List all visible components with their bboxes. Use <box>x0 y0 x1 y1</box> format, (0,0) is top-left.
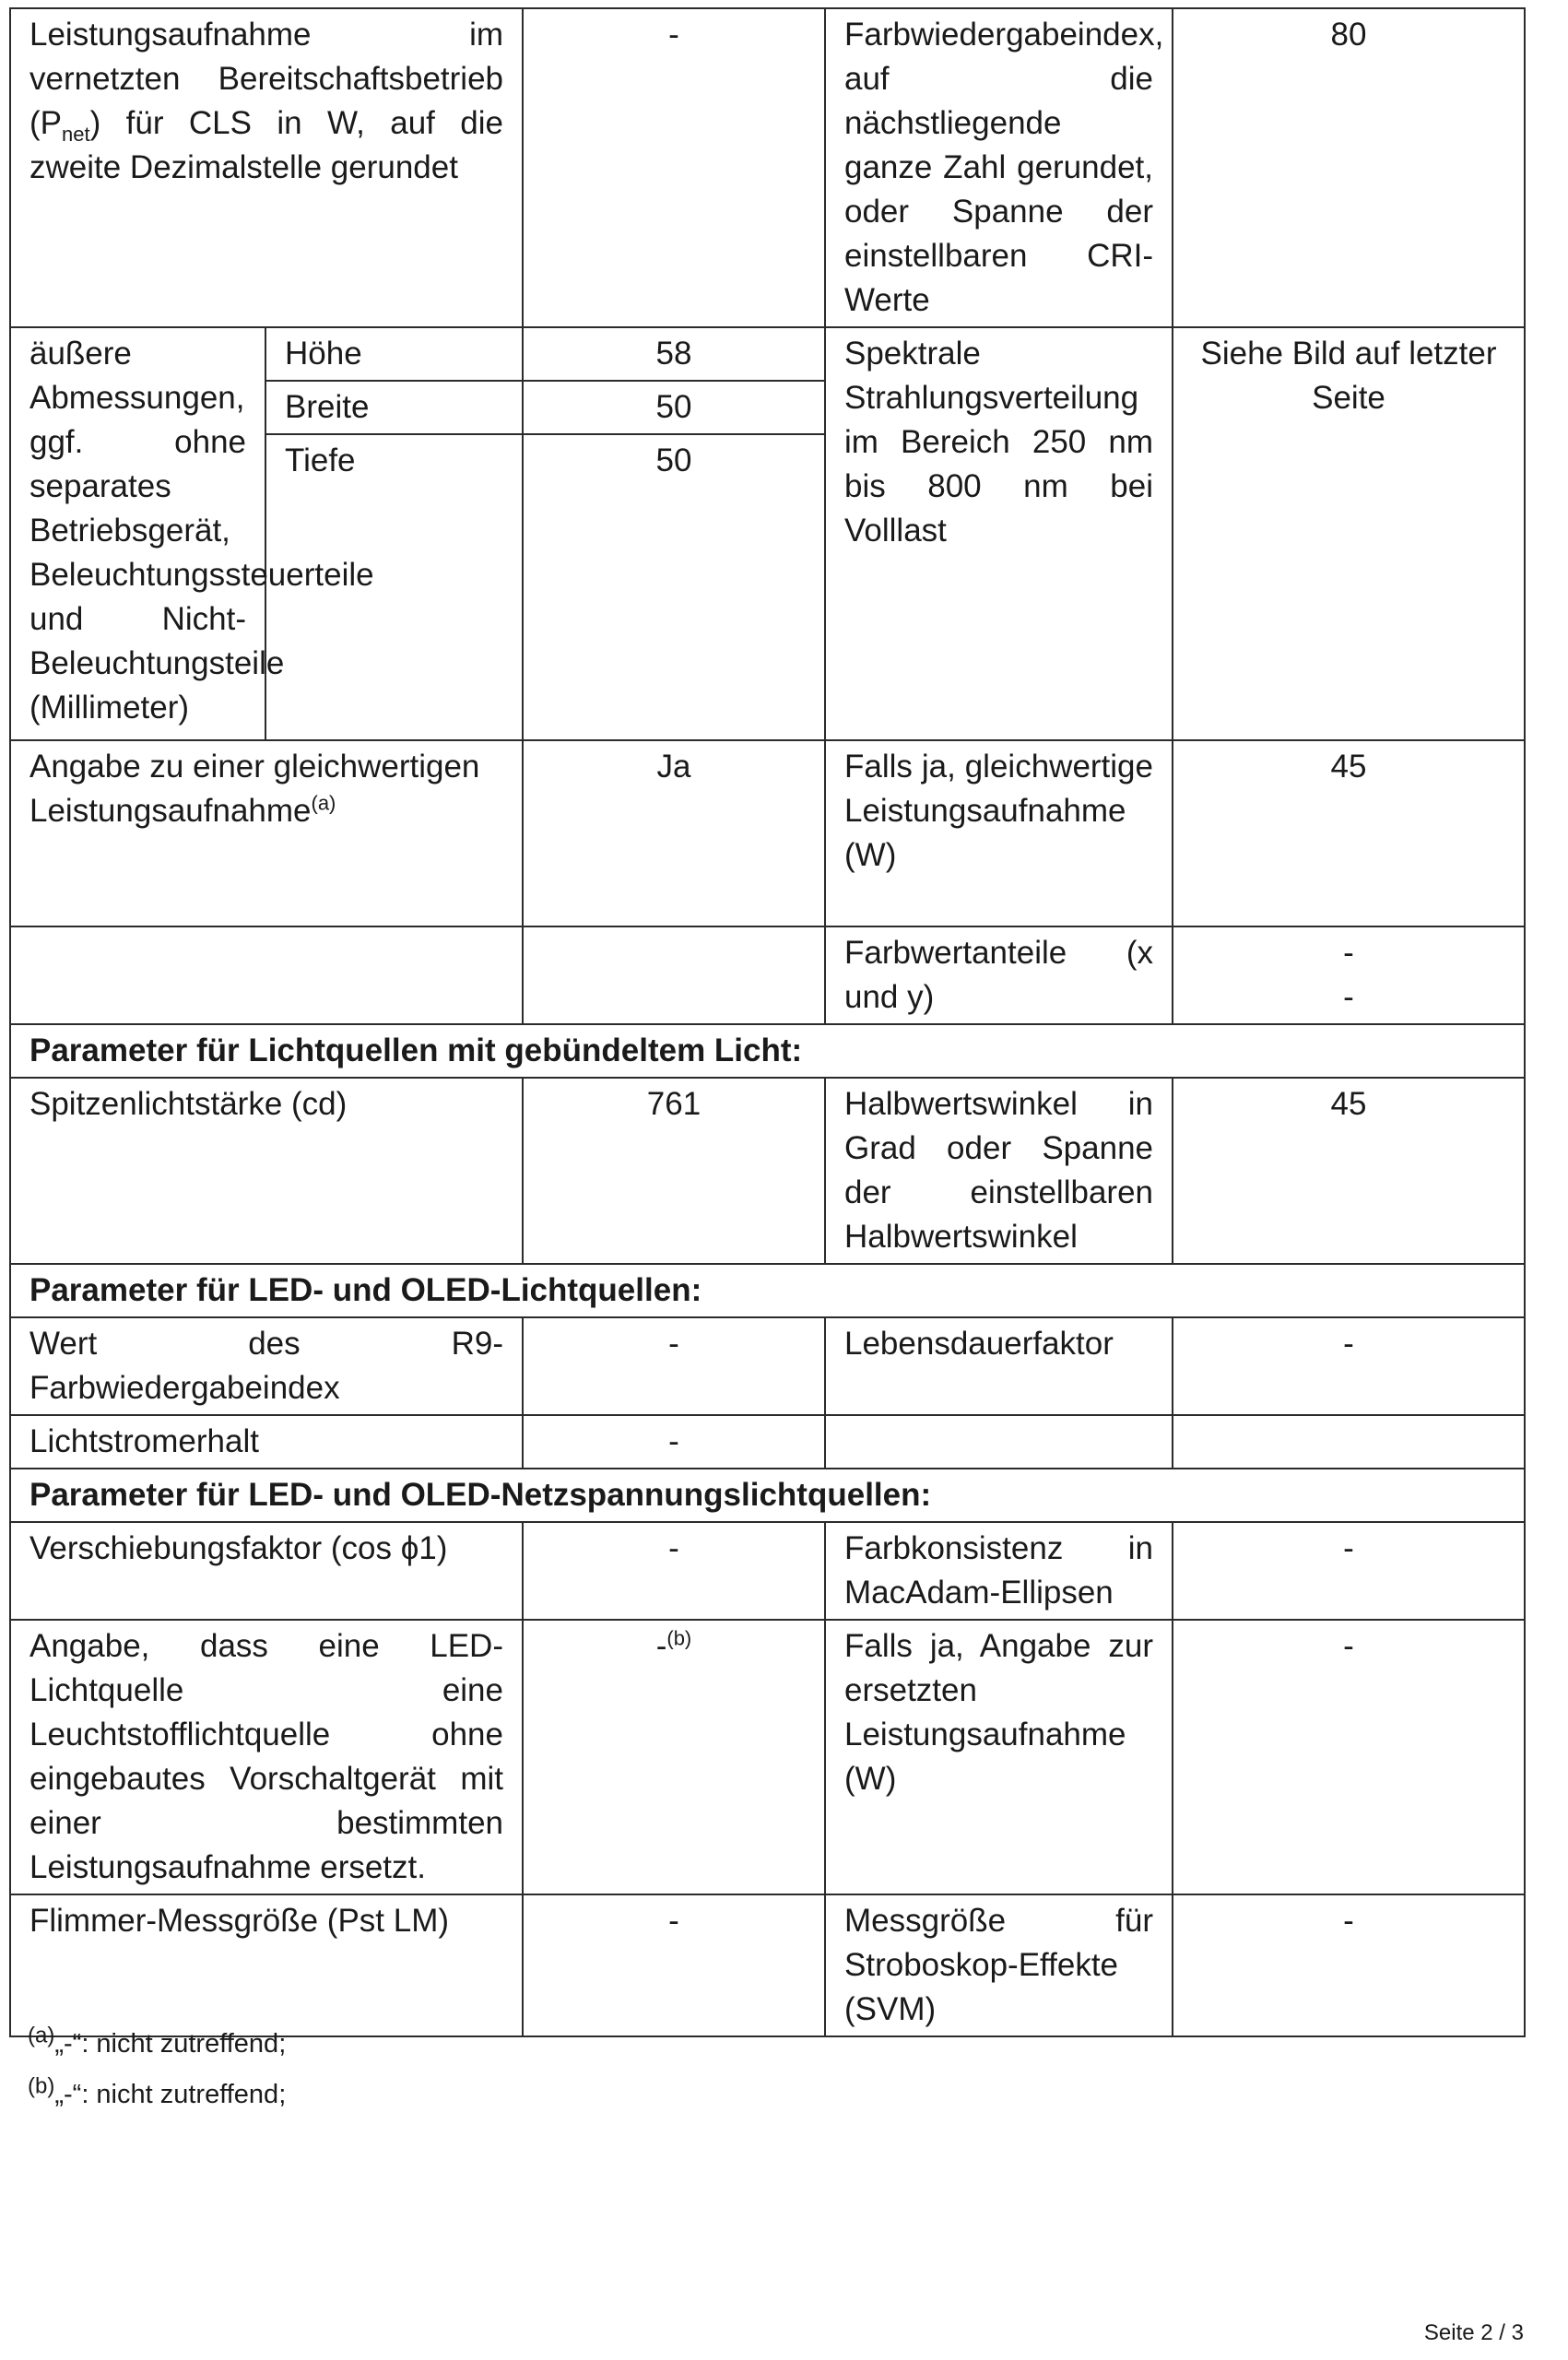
lumen-maintenance-label: Lichtstromerhalt <box>10 1415 523 1469</box>
dimension-height-value: 58 <box>523 327 825 381</box>
table-row <box>10 1620 1525 1894</box>
replaced-power-value: - <box>1173 1620 1525 1894</box>
empty-cell <box>10 926 523 1024</box>
colour-consistency-label: Farbkonsistenz in MacAdam-Ellipsen <box>825 1522 1173 1620</box>
chromaticity-label: Farbwertanteile (x und y) <box>825 926 1173 1024</box>
cri-label: Farbwiedergabeindex, auf die nächstliegende ganze Zahl gerundet, oder Spanne der einstellbaren CRI-Werte <box>825 8 1173 327</box>
stroboscopic-label: Messgröße für Stroboskop-Effekte (SVM) <box>825 1894 1173 2036</box>
dimension-width-label: Breite <box>265 381 523 434</box>
dimension-depth-value: 50 <box>523 434 825 740</box>
parameter-table <box>9 7 1526 2037</box>
survival-factor-label: Lebensdauerfaktor <box>825 1317 1173 1415</box>
lumen-maintenance-value: - <box>523 1415 825 1469</box>
cri-value: 80 <box>1173 8 1525 327</box>
flicker-value: - <box>523 1894 825 2036</box>
colour-consistency-value: - <box>1173 1522 1525 1620</box>
survival-factor-value: - <box>1173 1317 1525 1415</box>
section-header-row <box>10 1024 1525 1078</box>
dimension-width-value: 50 <box>523 381 825 434</box>
product-info-sheet <box>9 7 1524 2037</box>
flicker-label: Flimmer-Messgröße (Pst LM) <box>10 1894 523 2036</box>
dimension-height-label: Höhe <box>265 327 523 381</box>
table-row <box>10 740 1525 926</box>
stroboscopic-value: - <box>1173 1894 1525 2036</box>
replaced-power-label: Falls ja, Angabe zur ersetzten Leistungsaufnahme (W) <box>825 1620 1173 1894</box>
section-header-row <box>10 1469 1525 1522</box>
standby-power-value: - <box>523 8 825 327</box>
peak-intensity-label: Spitzenlichtstärke (cd) <box>10 1078 523 1264</box>
beam-angle-value: 45 <box>1173 1078 1525 1264</box>
equivalent-power-label: Angabe zu einer gleichwertigen Leistungsaufnahme$^{(a)}$ <box>10 740 523 926</box>
empty-cell <box>1173 1415 1525 1469</box>
empty-cell <box>523 926 825 1024</box>
section-heading: Parameter für LED- und OLED-Netzspannungslichtquellen: <box>10 1469 1525 1522</box>
led-replacement-label: Angabe, dass eine LED-Lichtquelle eine Leuchtstofflichtquelle ohne eingebautes Vorschaltgerät mit einer bestimmten Leistungsaufnahme ersetzt. <box>10 1620 523 1894</box>
r9-label: Wert des R9-Farbwiedergabeindex <box>10 1317 523 1415</box>
table-row <box>10 1078 1525 1264</box>
section-heading: Parameter für Lichtquellen mit gebündeltem Licht: <box>10 1024 1525 1078</box>
spectral-distribution-value: Siehe Bild auf letzter Seite <box>1173 327 1525 740</box>
equivalent-power-watt-label: Falls ja, gleichwertige Leistungsaufnahme (W) <box>825 740 1173 926</box>
footnote-b: $^{(b)}$„-“: nicht zutreffend; <box>28 2073 287 2109</box>
r9-value: - <box>523 1317 825 1415</box>
dimensions-label: äußere Abmessungen, ggf. ohne separates Betriebsgerät, Beleuchtungssteuerteile und Nicht-Beleuchtungsteile (Millimeter) <box>10 327 265 740</box>
displacement-factor-value: - <box>523 1522 825 1620</box>
empty-cell <box>825 1415 1173 1469</box>
table-row <box>10 1415 1525 1469</box>
section-header-row <box>10 1264 1525 1317</box>
equivalent-power-watt-value: 45 <box>1173 740 1525 926</box>
standby-power-label: Leistungsaufnahme im vernetzten Bereitschaftsbetrieb $(P_{net})$ für CLS in W, auf die zweite Dezimalstelle gerundet <box>10 8 523 327</box>
table-row <box>10 1522 1525 1620</box>
table-row <box>10 8 1525 327</box>
page-number: Seite 2 / 3 <box>1423 2320 1524 2345</box>
table-row <box>10 1317 1525 1415</box>
spectral-distribution-label: Spektrale Strahlungsverteilung im Bereich 250 nm bis 800 nm bei Volllast <box>825 327 1173 740</box>
table-row <box>10 1894 1525 2036</box>
beam-angle-label: Halbwertswinkel in Grad oder Spanne der einstellbaren Halbwertswinkel <box>825 1078 1173 1264</box>
table-row <box>10 327 1525 381</box>
footnote-a: $^{(a)}$„-“: nicht zutreffend; <box>28 2023 287 2059</box>
peak-intensity-value: 761 <box>523 1078 825 1264</box>
table-row <box>10 926 1525 1024</box>
led-replacement-value: -$^{(b)}$ <box>523 1620 825 1894</box>
chromaticity-value: - - <box>1173 926 1525 1024</box>
section-heading: Parameter für LED- und OLED-Lichtquellen: <box>10 1264 1525 1317</box>
dimension-depth-label: Tiefe <box>265 434 523 740</box>
equivalent-power-value: Ja <box>523 740 825 926</box>
displacement-factor-label: Verschiebungsfaktor (cos ϕ1) <box>10 1522 523 1620</box>
